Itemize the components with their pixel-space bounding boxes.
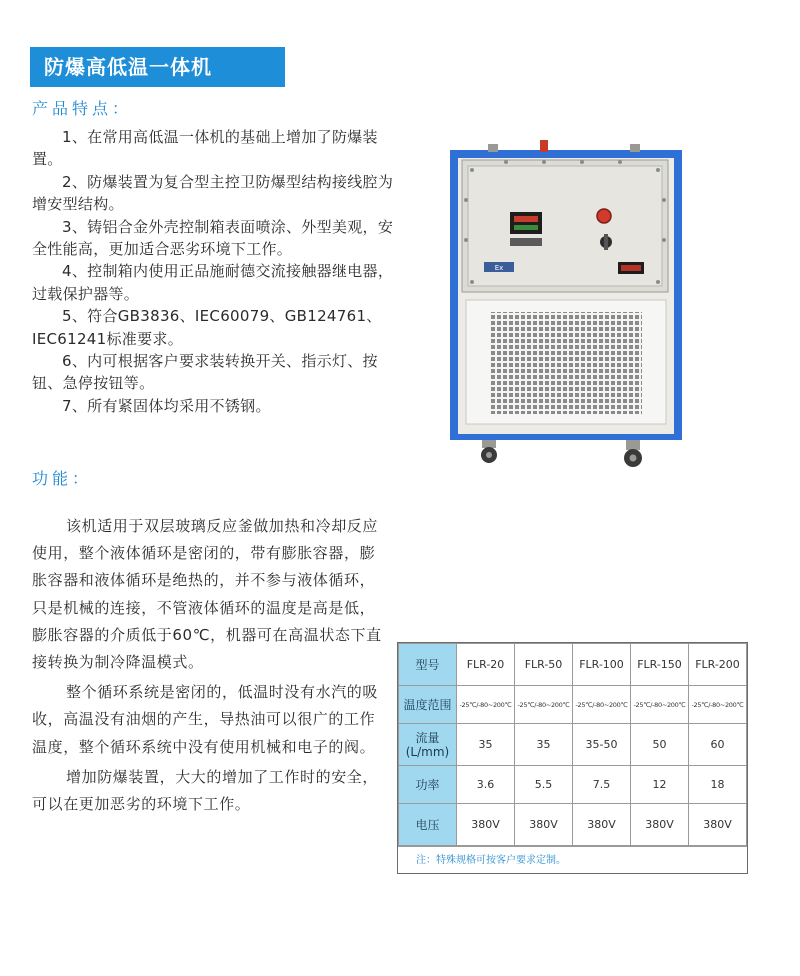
- row-label-flow: 流量(L/mm): [399, 724, 457, 766]
- table-cell: 35: [515, 724, 573, 766]
- feature-item: 5、符合GB3836、IEC60079、GB124761、IEC61241标准要求。: [32, 307, 382, 348]
- table-cell: FLR-100: [573, 644, 631, 686]
- table-cell: 5.5: [515, 766, 573, 804]
- row-label-voltage: 电压: [399, 804, 457, 846]
- table-row: [399, 644, 747, 686]
- row-label-model: 型号: [399, 644, 457, 686]
- table-cell: FLR-50: [515, 644, 573, 686]
- table-cell: -25℃/-80~200℃: [515, 686, 573, 724]
- function-heading: 功能：: [32, 469, 93, 488]
- table-cell: FLR-150: [631, 644, 689, 686]
- features-list: [32, 126, 402, 417]
- table-cell: 12: [631, 766, 689, 804]
- table-cell: FLR-200: [689, 644, 747, 686]
- function-paragraph: 增加防爆装置，大大的增加了工作时的安全，可以在更加恶劣的环境下工作。: [32, 767, 379, 814]
- table-row: [399, 804, 747, 846]
- page-title: 防爆高低温一体机: [30, 47, 285, 87]
- function-paragraph: 整个循环系统是密闭的，低温时没有水汽的吸收，高温没有油烟的产生，导热油可以很广的工作温度，整个循环系统中没有使用机械和电子的阀。: [32, 683, 379, 756]
- table-cell: 7.5: [573, 766, 631, 804]
- table-row: [399, 724, 747, 766]
- table-row: [399, 686, 747, 724]
- nameplate-label: Ex: [494, 264, 504, 272]
- table-cell: 380V: [689, 804, 747, 846]
- function-section: [32, 513, 387, 818]
- table-cell: 380V: [573, 804, 631, 846]
- table-cell: 35: [457, 724, 515, 766]
- feature-item: 6、内可根据客户要求装转换开关、指示灯、按钮、急停按钮等。: [32, 352, 378, 393]
- features-heading: 产品特点：: [32, 99, 133, 118]
- table-cell: -25℃/-80~200℃: [631, 686, 689, 724]
- table-cell: 60: [689, 724, 747, 766]
- table-cell: -25℃/-80~200℃: [573, 686, 631, 724]
- table-cell: 3.6: [457, 766, 515, 804]
- table-cell: 18: [689, 766, 747, 804]
- feature-item: 1、在常用高低温一体机的基础上增加了防爆装置。: [32, 128, 378, 169]
- table-cell: 380V: [515, 804, 573, 846]
- feature-item: 2、防爆装置为复合型主控卫防爆型结构接线腔为增安型结构。: [32, 172, 394, 214]
- feature-item: 3、铸铝合金外壳控制箱表面喷涂、外型美观，安全性能高，更加适合恶劣环境下工作。: [32, 217, 394, 259]
- table-cell: -25℃/-80~200℃: [689, 686, 747, 724]
- table-cell: 50: [631, 724, 689, 766]
- table-cell: FLR-20: [457, 644, 515, 686]
- table-cell: -25℃/-80~200℃: [457, 686, 515, 724]
- machine-illustration: [448, 140, 684, 470]
- table-row: [399, 766, 747, 804]
- row-label-power: 功率: [399, 766, 457, 804]
- table-cell: 380V: [631, 804, 689, 846]
- spec-table: [397, 642, 748, 874]
- function-paragraph: 该机适用于双层玻璃反应釜做加热和冷却反应使用，整个液体循环是密闭的，带有膨胀容器，膨胀容器和液体循环是绝热的，并不参与液体循环，只是机械的连接，不管液体循环的温度是高是低，膨胀容器的介质低于60℃，机器可在高温状态下直接转换为制冷降温模式。: [32, 517, 382, 672]
- table-note: 注：特殊规格可按客户要求定制。: [398, 846, 747, 874]
- feature-item: 7、所有紧固体均采用不锈钢。: [62, 396, 271, 415]
- table-cell: 35-50: [573, 724, 631, 766]
- feature-item: 4、控制箱内使用正品施耐德交流接触器继电器，过载保护器等。: [32, 262, 394, 303]
- table-cell: 380V: [457, 804, 515, 846]
- row-label-temperature: 温度范围: [399, 686, 457, 724]
